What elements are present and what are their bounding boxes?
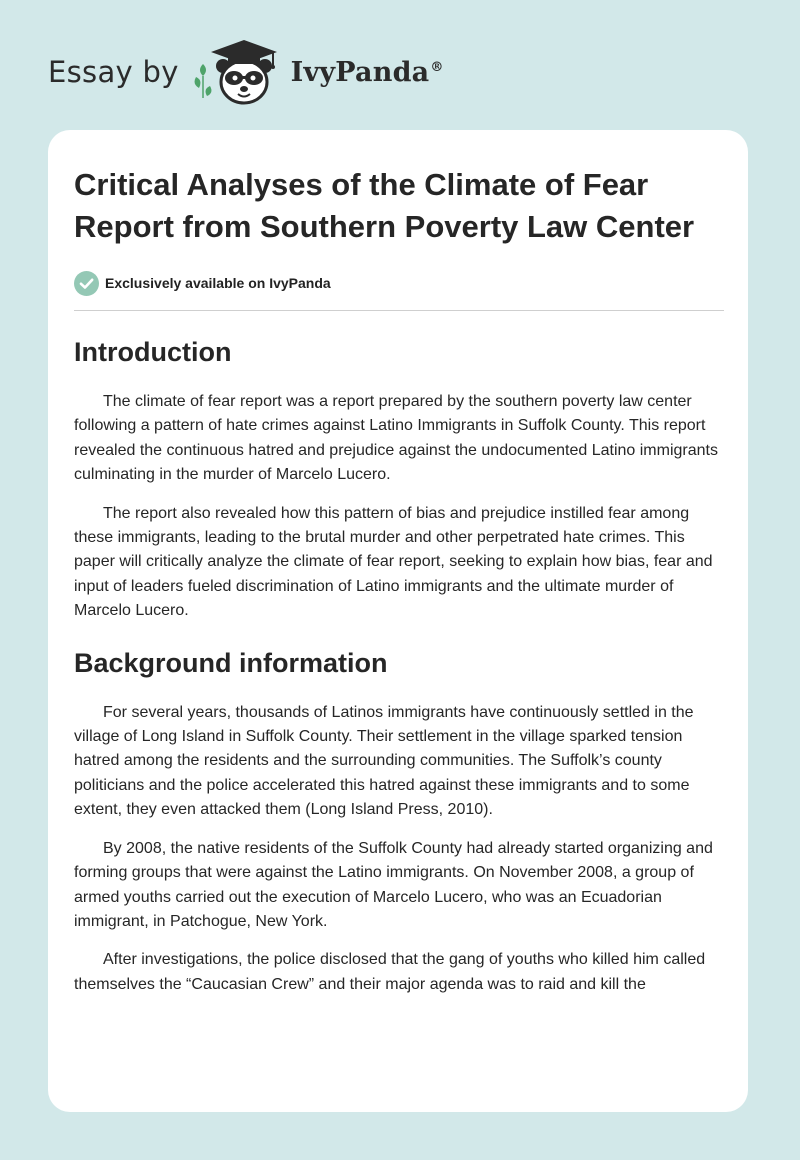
exclusive-badge-text: Exclusively available on IvyPanda bbox=[105, 275, 331, 291]
brand-name[interactable] bbox=[291, 57, 444, 88]
paragraph: After investigations, the police disclosed that the gang of youths who killed him called themselves the “Caucasian Crew” and their major agenda was to raid and kill the bbox=[74, 951, 706, 993]
exclusive-badge bbox=[74, 268, 724, 298]
brand-prefix: Essay by bbox=[48, 55, 179, 89]
section-heading: Introduction bbox=[74, 337, 232, 367]
paragraph: The climate of fear report was a report prepared by the southern poverty law center following a pattern of hate crimes against Latino Immigrants in Suffolk County. This report revealed the continuous hatred and prejudice against the undocumented Latino immigrants culminating in the murder of Marcelo Lucero. bbox=[74, 393, 718, 484]
brand-name-text: IvyPanda bbox=[290, 56, 430, 88]
brand-registered-mark: ® bbox=[430, 59, 444, 75]
section-background-information bbox=[74, 646, 724, 997]
paragraph: The report also revealed how this pattern of bias and prejudice instilled fear among these immigrants, leading to the brutal murder and other perpetrated hate crimes. This paper will critically analyze the climate of fear report, seeking to explain how bias, fear and input of leaders fueled discrimination of Latino immigrants and the ultimate murder of Marcelo Lucero. bbox=[74, 504, 713, 620]
section-heading: Background information bbox=[74, 647, 388, 678]
section-introduction bbox=[74, 335, 724, 624]
title-divider bbox=[74, 310, 724, 311]
check-circle-icon bbox=[74, 271, 99, 296]
panda-logo-icon[interactable] bbox=[193, 36, 285, 108]
site-header bbox=[48, 36, 444, 108]
paragraph: For several years, thousands of Latinos immigrants have continuously settled in the village of Long Island in Suffolk County. Their settlement in the village sparked tension hatred among the residents and the surrounding communities. The Suffolk’s county politicians and the police accelerated this hatred against these immigrants and to some extent, they even attacked them (Long Island Press, 2010). bbox=[74, 703, 694, 819]
essay-content bbox=[74, 164, 724, 997]
essay-card bbox=[48, 130, 748, 1112]
paragraph: By 2008, the native residents of the Suffolk County had already started organizing and forming groups that were against the Latino immigrants. On November 2008, a group of armed youths carried out the execution of Marcelo Lucero, who was an Ecuadorian immigrant, in Patchogue, New York. bbox=[74, 839, 713, 930]
essay-title: Critical Analyses of the Climate of Fear Report from Southern Poverty Law Center bbox=[74, 167, 695, 244]
